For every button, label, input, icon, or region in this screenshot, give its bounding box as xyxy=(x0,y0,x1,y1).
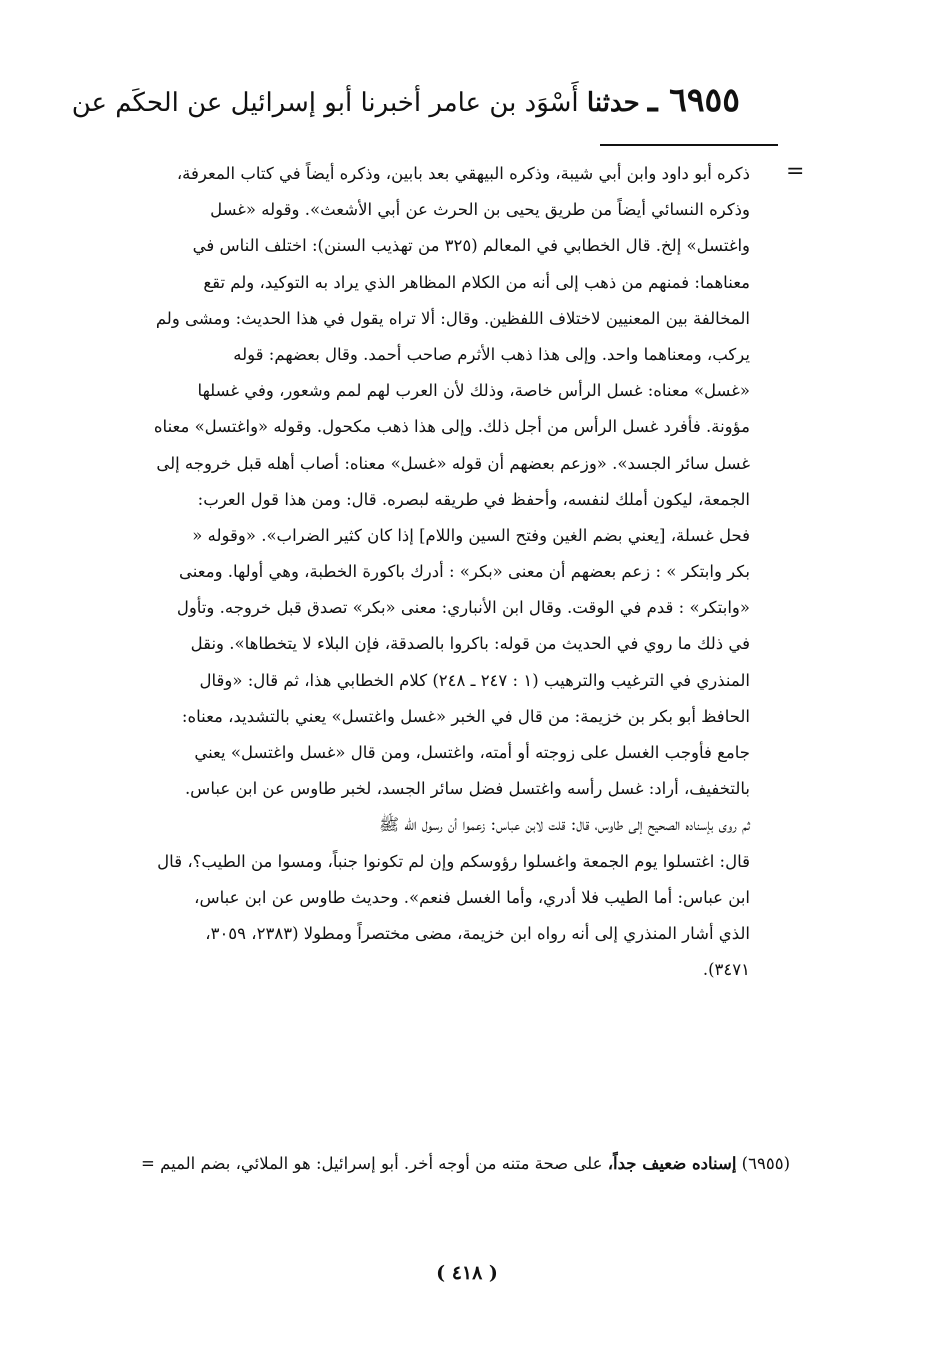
commentary-line: المخالفة بين المعنيين لاختلاف اللفظين. وقال: ألا تراه يقول في هذا الحديث: ومشى ولم xyxy=(155,308,750,328)
hadith-heading xyxy=(70,80,740,123)
commentary-line: يركب، ومعناهما واحد. وإلى هذا ذهب الأثرم صاحب أحمد. وقال بعضهم: قوله xyxy=(233,344,750,364)
commentary-line: بالتخفيف، أراد: غسل رأسه واغتسل فضل سائر الجسد، لخبر طاوس عن ابن عباس. xyxy=(184,779,750,799)
hadith-chain-text: أَسْوَد بن عامر أخبرنا أبو إسرائيل عن الحكَم عن xyxy=(71,88,579,118)
commentary-block xyxy=(70,156,750,988)
commentary-line: معناهما: فمنهم من ذهب إلى أنه من الكلام المظاهر الذي يراد به التوكيد، ولم تقع xyxy=(203,272,750,292)
hadith-opening-word: حدثنا xyxy=(586,88,640,118)
commentary-line: «وابتكر» : قدم في الوقت. وقال ابن الأنباري: معنى «بكر» تصدق قبل خروجه. وتأول xyxy=(176,598,750,618)
commentary-line: في ذلك ما روي في الحديث من قوله: باكروا بالصدقة، فإن البلاء لا يتخطاها». ونقل xyxy=(190,634,750,654)
footnote-grading: إسناده ضعيف جداً، xyxy=(607,1154,737,1173)
footnote-number: (٦٩٥٥) xyxy=(741,1154,790,1173)
page-number: ( ٤١٨ ) xyxy=(436,1262,498,1284)
commentary-line: ثم روى بإسناده الصحيح إلى طاوس، قال: قلت لابن عباس: زعموا أن رسول الله ﷺ xyxy=(379,815,750,835)
commentary-line: فحل غسلة، [يعني بضم الغين وفتح السين واللام] إذا كان كثير الضراب». «وقوله « xyxy=(192,525,750,545)
commentary-line: جامع فأوجب الغسل على زوجته أو أمته، واغتسل، ومن قال «غسل واغتسل» يعني xyxy=(194,743,750,762)
commentary-line: واغتسل» إلخ. قال الخطابي في المعالم (٣٢٥ من تهذيب السنن): اختلف الناس في xyxy=(192,236,750,256)
commentary-line: وذكره النسائي أيضاً من طريق يحيى بن الحرث عن أبي الأشعث». وقوله «غسل xyxy=(210,200,750,220)
heading-divider xyxy=(600,144,778,146)
footnote-text: على صحة متنه من أوجه أخر. أبو إسرائيل: هو الملائي، بضم الميم = xyxy=(141,1154,603,1173)
commentary-line: ابن عباس: أما الطيب فلا أدري، وأما الغسل فنعم». وحديث طاوس عن ابن عباس، xyxy=(194,887,750,907)
hadith-number: ٦٩٥٥ ـ xyxy=(647,80,740,119)
commentary-line: بكر وابتكر » : زعم بعضهم أن معنى «بكر» : أدرك باكورة الخطبة، وهي أولها. ومعنى xyxy=(179,562,750,582)
commentary-line: الجمعة، ليكون أملك لنفسه، وأحفظ في طريقه لبصره. قال: ومن هذا قول العرب: xyxy=(197,489,750,509)
commentary-line: غسل سائر الجسد». «وزعم بعضهم أن قوله «غسل» معناه: أصاب أهله قبل خروجه إلى xyxy=(156,453,750,473)
continuation-mark: = xyxy=(786,159,805,184)
footnote xyxy=(56,1148,790,1180)
commentary-line: الحافظ أبو بكر بن خزيمة: من قال في الخبر «غسل واغتسل» يعني بالتشديد، معناه: xyxy=(181,706,750,726)
commentary-line: قال: اغتسلوا يوم الجمعة واغسلوا رؤوسكم وإن لم تكونوا جنباً، ومسوا من الطيب؟، قال xyxy=(157,851,750,871)
commentary-line: الذي أشار المنذري إلى أنه رواه ابن خزيمة، مضى مختصراً ومطولا (٢٣٨٣، ٣٠٥٩، xyxy=(205,923,750,943)
commentary-line: مؤونة. فأفرد غسل الرأس من أجل ذلك. وإلى هذا ذهب مكحول. وقوله «واغتسل» معناه xyxy=(153,417,750,437)
commentary-line: ٣٤٧١). xyxy=(702,960,750,980)
commentary-line: المنذري في الترغيب والترهيب (١ : ٢٤٧ ـ ٢٤٨) كلام الخطابي هذا، ثم قال: «وقال xyxy=(199,670,750,690)
commentary-line: ذكره أبو داود وابن أبي شيبة، وذكره البيهقي بعد بابين، وذكره أيضاً في كتاب المعرفة، xyxy=(176,164,750,183)
commentary-line: «غسل» معناه: غسل الرأس خاصة، وذلك لأن العرب لهم لمم وشعور، وفي غسلها xyxy=(197,381,750,401)
